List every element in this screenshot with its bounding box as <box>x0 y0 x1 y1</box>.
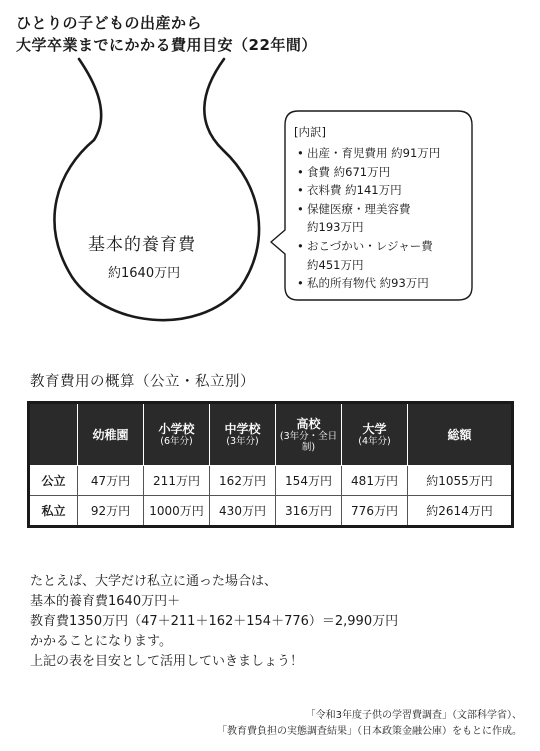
table-cell: 316万円 <box>276 496 342 527</box>
table-cell: 47万円 <box>78 466 144 496</box>
header-cell-blank <box>29 403 78 466</box>
source-note <box>217 708 522 740</box>
breakdown-item: • おこづかい・レジャー費 <box>297 237 440 256</box>
header-cell: 大学 (4年分) <box>342 403 408 466</box>
bullet-icon: • <box>297 238 304 253</box>
title-line-1: ひとりの子どもの出産から <box>16 14 203 32</box>
title-line-2: 大学卒業までにかかる費用目安（22年間） <box>16 36 317 54</box>
source-line: 「教育費負担の実態調査結果」（日本政策金融公庫）をもとに作成。 <box>217 726 522 737</box>
table-cell: 776万円 <box>342 496 408 527</box>
education-cost-table <box>27 401 514 528</box>
bullet-icon: • <box>297 146 304 160</box>
breakdown-item: • 出産・育児費用 約91万円 <box>297 144 440 163</box>
bullet-icon: • <box>297 183 304 198</box>
breakdown-item: • 衣料費 約141万円 <box>297 181 440 200</box>
table-cell: 481万円 <box>342 466 408 496</box>
table-cell: 92万円 <box>78 496 144 527</box>
table-cell: 430万円 <box>210 496 276 527</box>
row-label: 私立 <box>29 496 78 527</box>
table-header-row <box>29 403 513 466</box>
example-line: かかることになります。 <box>30 634 172 649</box>
breakdown-item: • 私的所有物代 約93万円 <box>297 274 440 293</box>
header-cell: 中学校 (3年分) <box>210 403 276 466</box>
example-line: 基本的養育費1640万円＋ <box>30 594 181 609</box>
breakdown-heading: [内訳] <box>294 125 326 139</box>
source-line: 「令和3年度子供の学習費調査」（文部科学省）、 <box>305 710 522 721</box>
bullet-icon: • <box>297 276 304 291</box>
table-row <box>29 466 513 496</box>
table-cell: 154万円 <box>276 466 342 496</box>
breakdown-item: • 保健医療・理美容費 <box>297 200 440 219</box>
example-paragraph <box>30 572 398 672</box>
table-row <box>29 496 513 527</box>
table-cell: 約1055万円 <box>408 466 513 496</box>
table-cell: 1000万円 <box>144 496 210 527</box>
breakdown-list <box>297 144 440 293</box>
header-cell: 高校 (3年分・全日制) <box>276 403 342 466</box>
breakdown-item-sub: 約193万円 <box>307 220 364 235</box>
flask-label: 基本的養育費 <box>88 235 196 255</box>
example-line: 教育費1350万円（47＋211＋162＋154＋776）＝2,990万円 <box>30 614 399 629</box>
table-section-title: 教育費用の概算（公立・私立別） <box>30 374 255 390</box>
header-cell: 総額 <box>408 403 513 466</box>
example-line: 上記の表を目安として活用していきましょう！ <box>30 654 304 669</box>
breakdown-item-sub: 約451万円 <box>307 257 364 272</box>
example-line: たとえば、大学だけ私立に通った場合は、 <box>30 574 278 589</box>
table-cell: 162万円 <box>210 466 276 496</box>
header-cell: 幼稚園 <box>78 403 144 466</box>
bullet-icon: • <box>297 201 304 216</box>
row-label: 公立 <box>29 466 78 496</box>
bullet-icon: • <box>297 164 304 179</box>
table-cell: 約2614万円 <box>408 496 513 527</box>
breakdown-item: • 食費 約671万円 <box>297 163 440 182</box>
header-cell: 小学校 (6年分) <box>144 403 210 466</box>
flask-amount: 約1640万円 <box>108 266 181 281</box>
table-cell: 211万円 <box>144 466 210 496</box>
